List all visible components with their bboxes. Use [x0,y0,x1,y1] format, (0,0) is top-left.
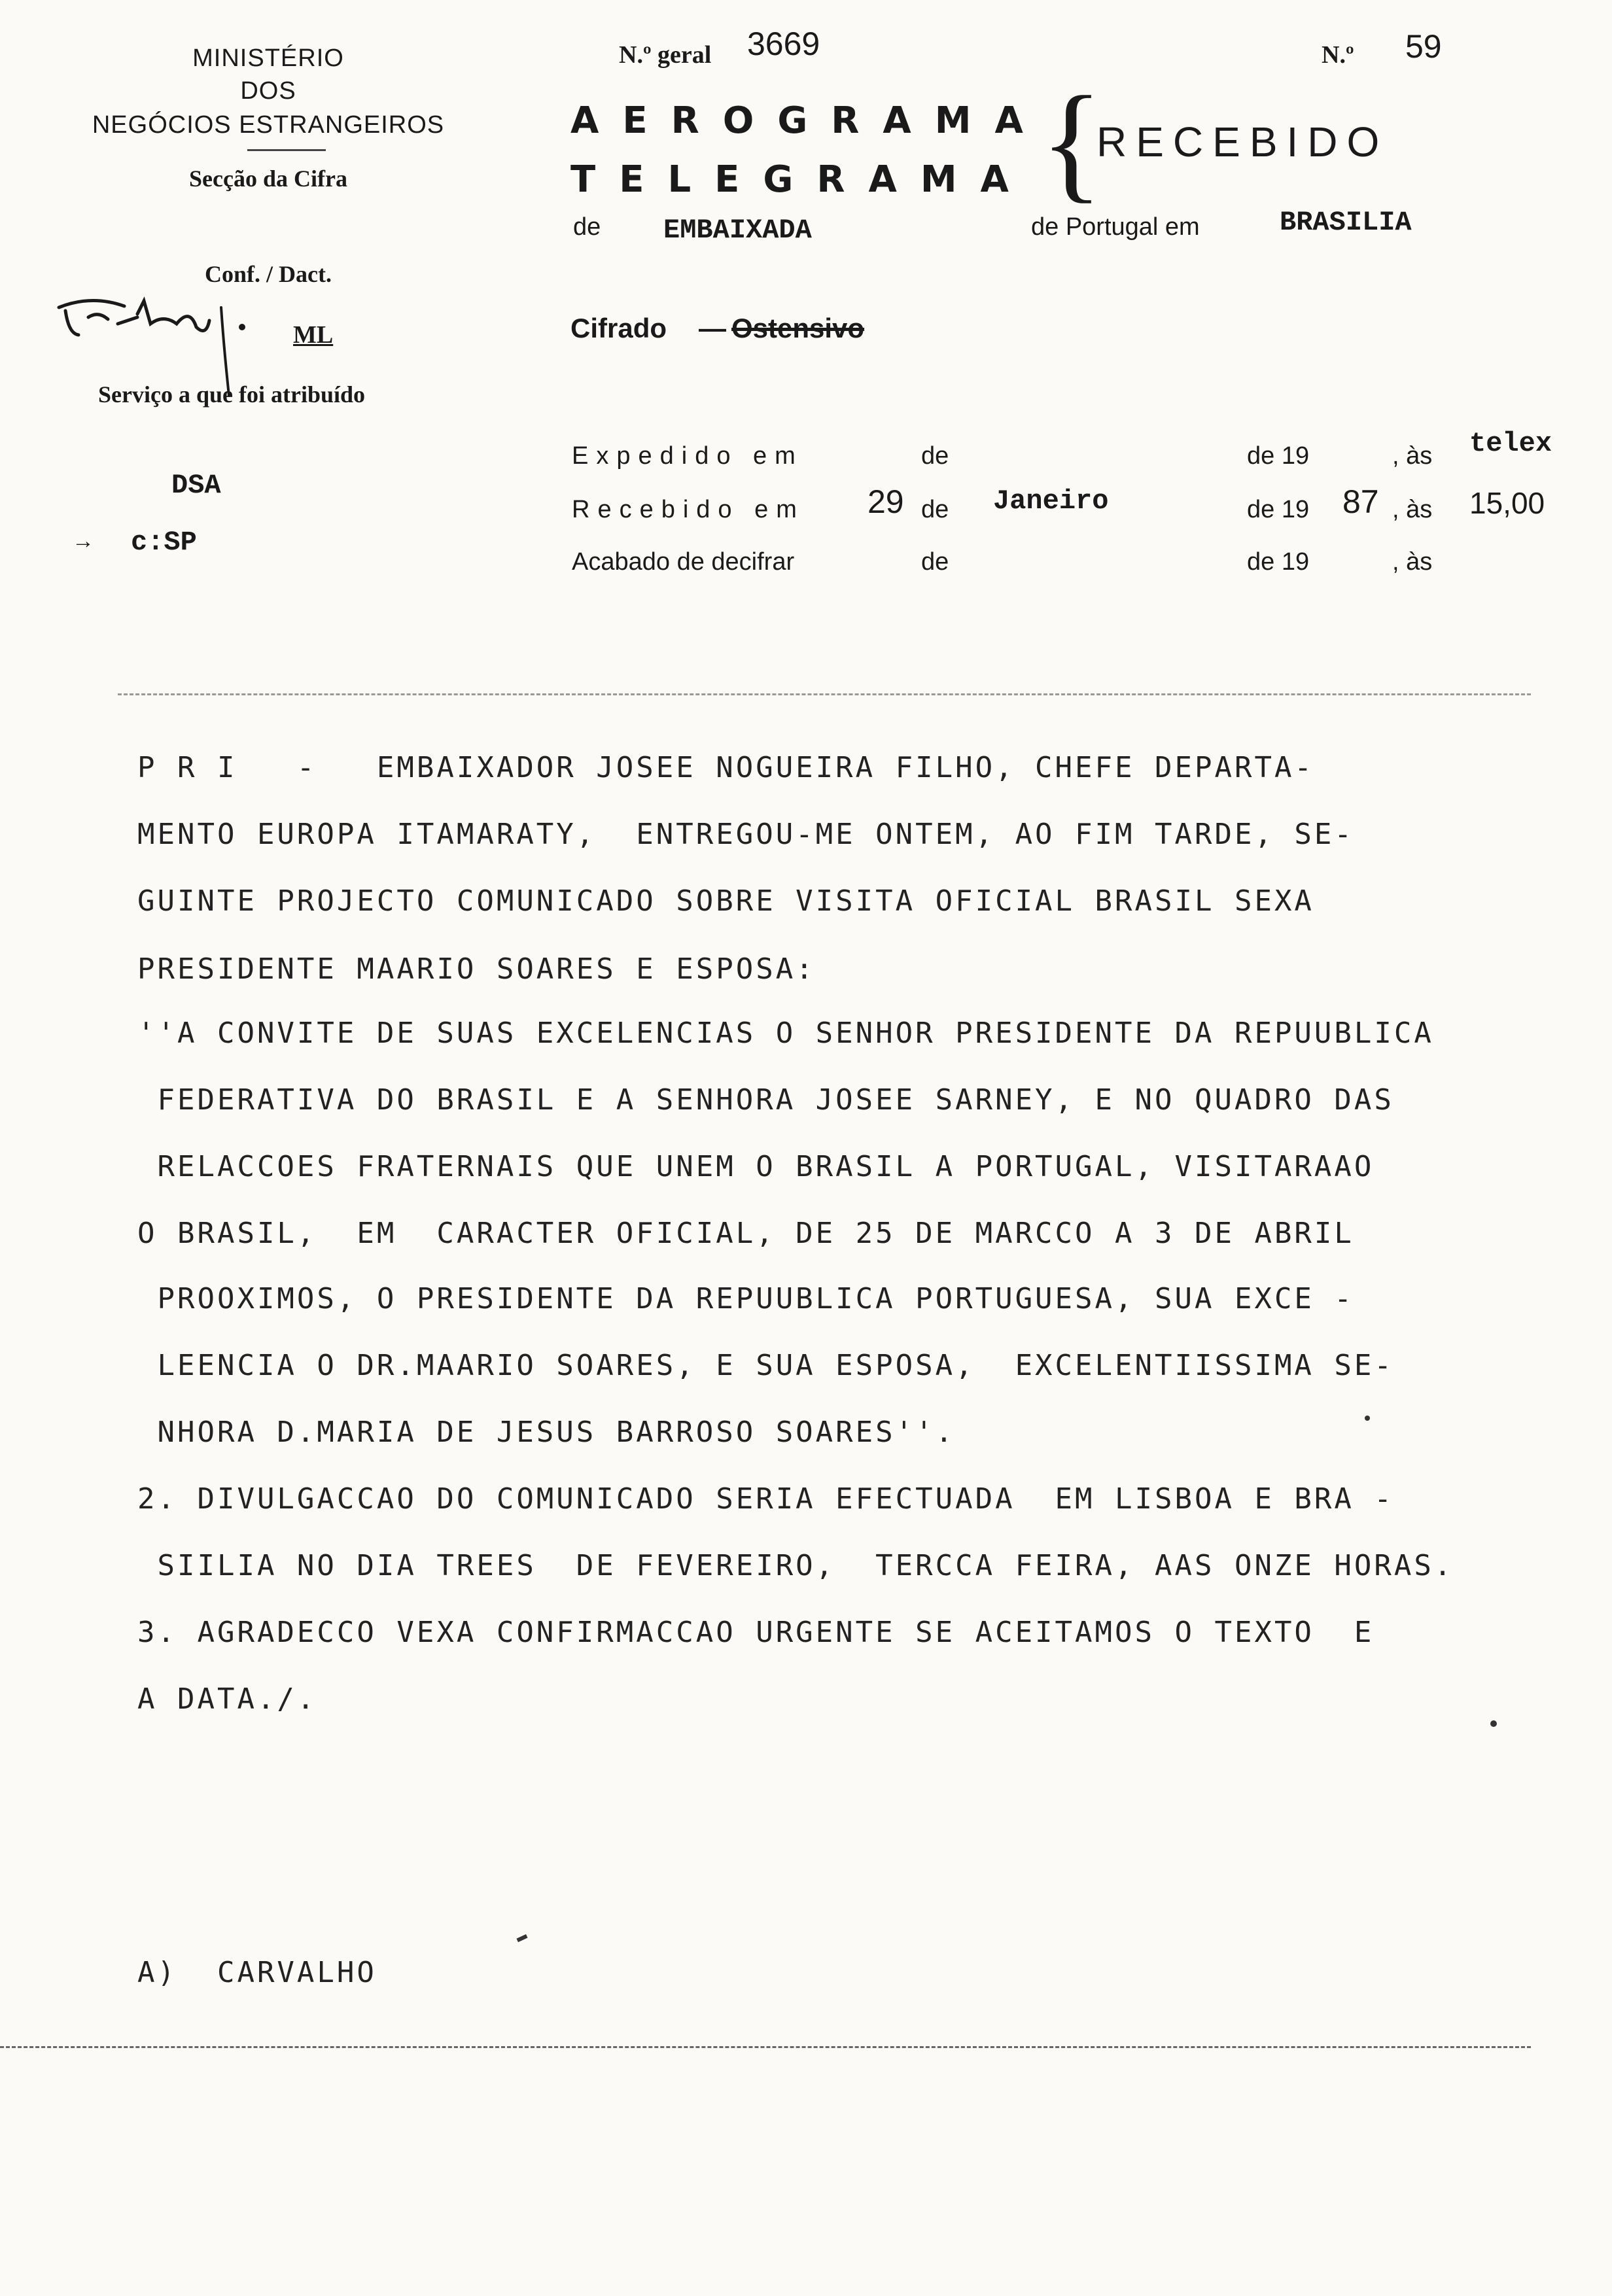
acabado-year-label: de 19 [1247,548,1310,576]
aerograma-title: AEROGRAMA [570,99,1047,142]
body-line: A DATA./. [137,1682,317,1716]
body-line: O BRASIL, EM CARACTER OFICIAL, DE 25 DE MARCCO A 3 DE ABRIL [137,1217,1354,1250]
recebido-de-label: de [921,496,949,523]
acabado-label: Acabado de decifrar [572,548,795,576]
destination-value: BRASILIA [1280,207,1412,238]
recebido-time-label: , às [1392,496,1433,523]
arrow-mark-icon: → [72,529,94,553]
mode-dash: — [699,313,726,343]
body-line: 3. AGRADECCO VEXA CONFIRMACCAO URGENTE SE ACEITAMOS O TEXTO E [137,1616,1375,1649]
copy-value: c:SP [131,527,197,558]
body-line: PRESIDENTE MAARIO SOARES E ESPOSA: [137,952,816,986]
body-line: ''A CONVITE DE SUAS EXCELENCIAS O SENHOR PRESIDENTE DA REPUUBLICA [137,1017,1434,1050]
ink-dot [1490,1720,1497,1727]
recebido-year-value: 87 [1342,483,1379,520]
perforation-line-bottom [0,2046,1531,2048]
acabado-de-label: de [921,548,949,576]
acabado-time-label: , às [1392,548,1433,576]
expedido-year-label: de 19 [1247,442,1310,470]
expedido-de-label: de [921,442,949,470]
conf-dact-label: Conf. / Dact. [205,261,332,287]
mode-ostensivo: Ostensivo [731,313,865,343]
de-label: de [573,213,601,241]
expedido-time-value: telex [1469,428,1552,459]
body-line: SIILIA NO DIA TREES DE FEVEREIRO, TERCCA FEIRA, AAS ONZE HORAS. [137,1549,1454,1582]
telegram-number-label: N.º [1322,41,1354,69]
recebido-label: Recebido em [572,496,805,523]
body-line: LEENCIA O DR.MAARIO SOARES, E SUA ESPOSA, EXCELENTIISSIMA SE- [137,1349,1394,1382]
geral-number-value: 3669 [747,26,820,62]
ink-dot [516,1934,527,1942]
perforation-line-top [118,693,1531,695]
body-line: MENTO EUROPA ITAMARATY, ENTREGOU-ME ONTEM, AO FIM TARDE, SE- [137,818,1354,851]
body-line: P R I - EMBAIXADOR JOSEE NOGUEIRA FILHO, CHEFE DEPARTA- [137,751,1314,784]
ministry-name-line3: NEGÓCIOS ESTRANGEIROS [92,111,445,139]
body-line: 2. DIVULGACCAO DO COMUNICADO SERIA EFECTUADA EM LISBOA E BRA - [137,1482,1394,1516]
body-line: FEDERATIVA DO BRASIL E A SENHORA JOSEE SARNEY, E NO QUADRO DAS [137,1083,1394,1117]
recebido-month-value: Janeiro [993,485,1109,517]
recebido-year-label: de 19 [1247,496,1310,523]
recebido-day-value: 29 [867,483,904,520]
service-value: DSA [171,470,221,501]
signature: A) CARVALHO [137,1956,377,1989]
ministry-name-line1: MINISTÉRIO [192,44,344,72]
service-label: Serviço a que foi atribuído [98,381,366,408]
initials: ML [293,321,334,349]
expedido-time-label: , às [1392,442,1433,470]
ministry-underline [247,149,326,151]
ministry-name-line2: DOS [240,77,296,105]
origin-value: EMBAIXADA [663,215,812,246]
section-label: Secção da Cifra [189,165,347,192]
telegrama-title: TELEGRAMA [570,158,1032,201]
geral-number-label: N.º geral [619,41,712,69]
telegram-number-value: 59 [1405,28,1442,65]
recebido-stamp: RECEBIDO [1096,118,1389,165]
recebido-time-value: 15,00 [1469,486,1545,520]
body-line: PROOXIMOS, O PRESIDENTE DA REPUUBLICA PORTUGUESA, SUA EXCE - [137,1282,1354,1315]
portugal-label: de Portugal em [1031,213,1200,241]
body-line: GUINTE PROJECTO COMUNICADO SOBRE VISITA OFICIAL BRASIL SEXA [137,884,1314,918]
body-line: NHORA D.MARIA DE JESUS BARROSO SOARES''. [137,1416,956,1449]
brace-icon: { [1040,70,1103,215]
ink-dot [1365,1416,1370,1421]
body-line: RELACCOES FRATERNAIS QUE UNEM O BRASIL A PORTUGAL, VISITARAAO [137,1150,1375,1183]
mode-cifrado: Cifrado [570,313,667,343]
expedido-label: Expedido em [572,442,803,470]
